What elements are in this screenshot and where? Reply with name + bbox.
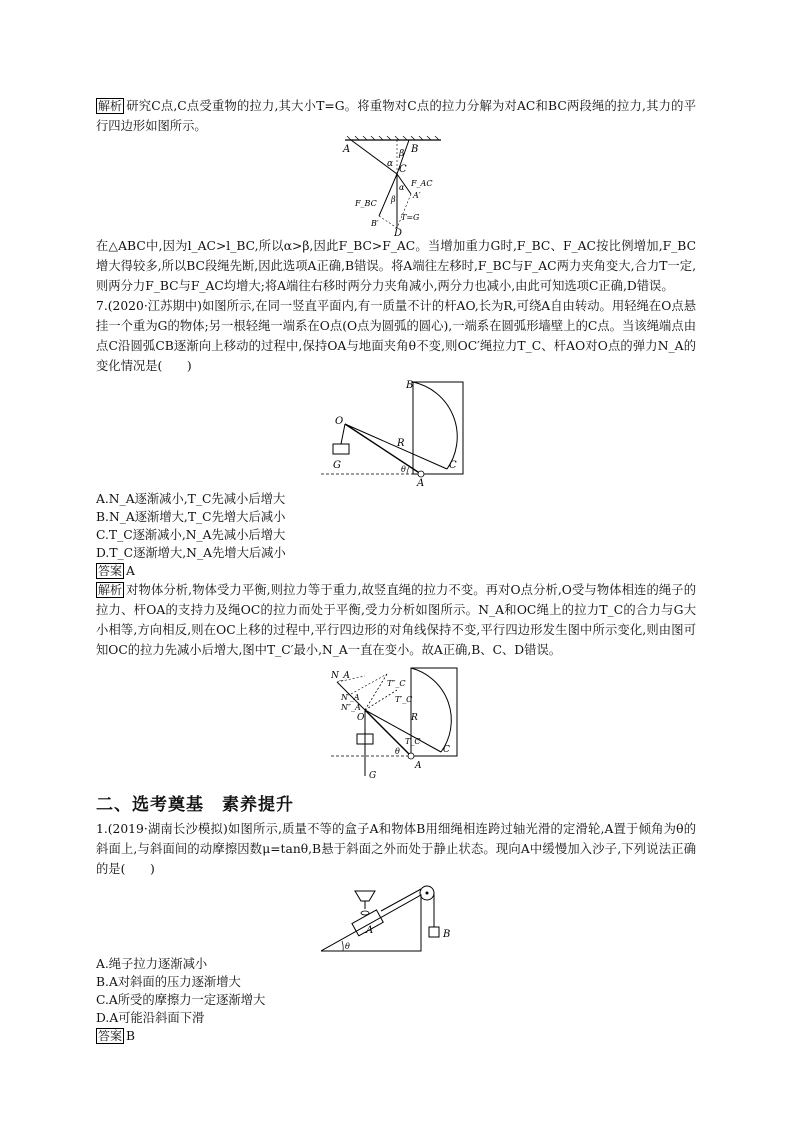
q1-stem: 1.(2019·湖南长沙模拟)如图所示,质量不等的盒子A和物体B用细绳相连跨过轴光滑的定滑轮,A置于倾角为θ的斜面上,与斜面间的动摩擦因数μ=tanθ,B悬于斜面之外而处于静止状态。现向A中缓慢加入沙子,下列说法正确的是( ) [96,822,696,876]
svg-text:A′: A′ [413,191,421,200]
svg-text:R: R [397,438,405,449]
q1-option-b: B.A对斜面的压力逐渐增大 [96,975,241,989]
svg-text:α: α [387,159,394,169]
q7-option-a: A.N_A逐渐减小,T_C先减小后增大 [96,492,286,506]
svg-text:T″_C: T″_C [387,679,406,688]
svg-text:B: B [406,380,414,391]
analysis-tag: 解析 [98,99,123,113]
svg-text:O: O [357,713,365,723]
svg-text:C: C [449,460,457,471]
section-heading: 二、选考奠基 素养提升 [96,795,294,815]
svg-text:T′_C: T′_C [395,695,413,704]
svg-text:A: A [417,478,425,489]
svg-text:N″_A: N″_A [341,703,361,712]
q7-answer: 答案 A [98,564,135,578]
q7-analysis: 解析 对物体分析,物体受力平衡,则拉力等于重力,故竖直绳的拉力不变。再对O点分析,O受与物体相连的绳子的拉力、杆OA的支持力及绳OC的拉力而处于平衡,受力分析如图所示。N_A和OC绳上的拉力T_C的合力与G大小相等,方向相反,则在OC上移的过程中,平行四边形的对角线保持不变,平行四边形发生图中所示变化,则由图可知OC的拉力先减小后增大,图中T_C′最小,N_A一直在变小。故A正确,B、C、D错误。 [96,583,696,657]
svg-text:β: β [391,195,396,204]
svg-text:θ: θ [395,747,400,756]
page-content [96,96,696,1045]
answer-tag: 答案 [98,1029,123,1043]
q7-option-d: D.T_C逐渐增大,N_A先增大后减小 [96,546,286,560]
q1-option-c: C.A所受的摩擦力一定逐渐增大 [96,993,266,1007]
svg-text:β: β [399,149,405,159]
svg-text:A: A [343,144,351,155]
svg-text:C: C [399,164,407,175]
svg-text:α: α [399,183,405,192]
svg-text:θ: θ [401,465,406,474]
svg-text:C: C [443,745,450,755]
svg-text:O: O [335,416,344,427]
answer-tag: 答案 [98,564,123,578]
svg-text:G: G [369,771,377,780]
q1-option-d: D.A可能沿斜面下滑 [96,1011,205,1025]
figure-rope-forces [341,136,451,236]
analysis-tag: 解析 [98,583,123,597]
svg-text:G: G [333,460,341,471]
svg-text:A: A [415,761,422,771]
svg-text:D: D [394,228,403,236]
q6-analysis-1: 解析 研究C点,C点受重物的拉力,其大小T=G。将重物对C点的拉力分解为对AC和BC两段绳的拉力,其力的平行四边形如图所示。 [96,99,696,133]
figure-incline-pulley [321,881,471,955]
svg-text:N′_A: N′_A [341,693,360,702]
svg-text:B′: B′ [371,219,379,228]
svg-text:B: B [443,929,451,940]
q7-stem: 7.(2020·江苏期中)如图所示,在同一竖直平面内,有一质量不计的杆AO,长为R,可绕A自由转动。用轻绳在O点悬挂一个重为G的物体;另一根轻绳一端系在O点(O点为圆弧的圆心),一端系在圆弧形墙壁上的C点。当该绳端点由点C沿圆弧CB逐渐向上移动的过程中,保持OA与地面夹角θ不变,则OC′绳拉力T_C、杆AO对O点的弹力N_A的变化情况是( ) [96,299,696,373]
svg-text:F_AC: F_AC [411,179,433,188]
svg-text:N_A: N_A [331,671,350,681]
q1-answer: 答案 B [98,1029,136,1043]
q7-option-b: B.N_A逐渐增大,T_C先增大后减小 [96,510,286,524]
figure-force-parallelogram [331,664,461,780]
svg-text:R: R [411,713,418,723]
svg-text:T=G: T=G [401,213,420,222]
q1-option-a: A.绳子拉力逐渐减小 [96,957,208,971]
svg-text:F_BC: F_BC [355,199,377,208]
figure-rod-arc [321,378,471,490]
svg-text:θ: θ [345,942,350,951]
svg-text:T_C: T_C [405,737,421,746]
svg-text:B: B [411,144,419,155]
q7-option-c: C.T_C逐渐减小,N_A先减小后增大 [96,528,286,542]
q6-analysis-2: 在△ABC中,因为l_AC>l_BC,所以α>β,因此F_BC>F_AC。当增加重力G时,F_BC、F_AC按比例增加,F_BC增大得较多,所以BC段绳先断,因此选项A正确,B错误。将A端往左移时,F_BC与F_AC两力夹角变大,合力T一定,则两分力F_BC与F_AC均增大;将A端往右移时两分力夹角减小,两分力也减小,由此可知选项C正确,D错误。 [96,239,696,293]
svg-text:A: A [366,925,374,936]
